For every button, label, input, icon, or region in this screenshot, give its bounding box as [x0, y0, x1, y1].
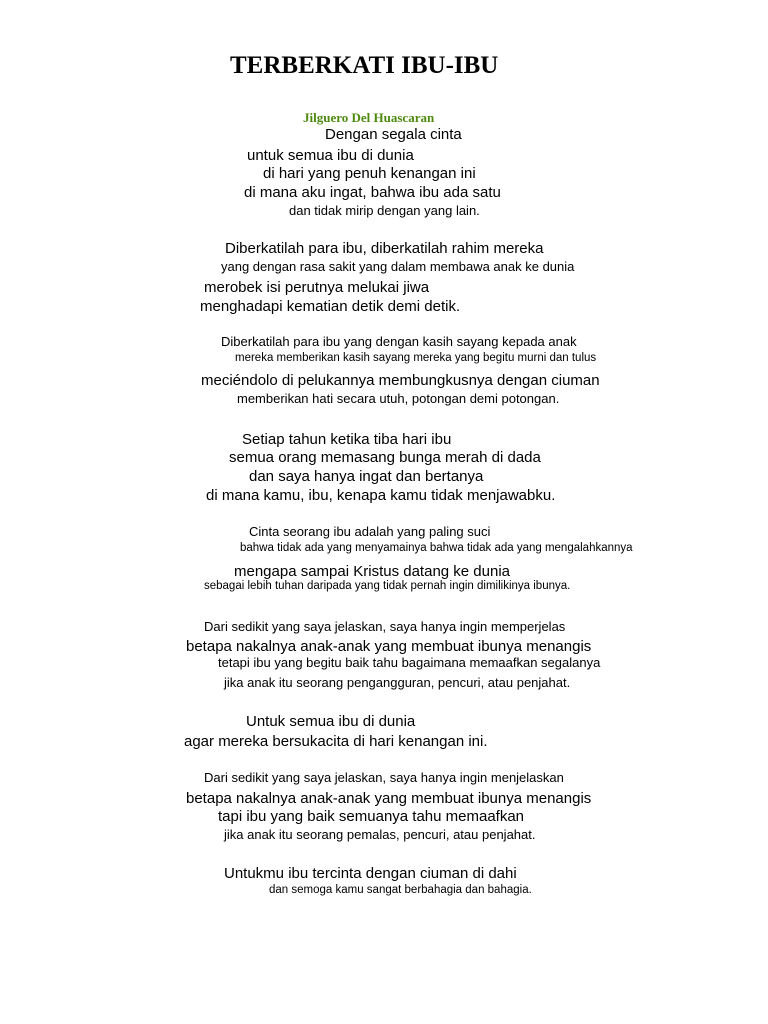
poem-line: dan tidak mirip dengan yang lain. [289, 203, 480, 218]
poem-line: Untukmu ibu tercinta dengan ciuman di dahi [224, 865, 517, 882]
poem-line: sebagai lebih tuhan daripada yang tidak pernah ingin dimilikinya ibunya. [204, 580, 571, 592]
poem-line: bahwa tidak ada yang menyamainya bahwa tidak ada yang mengalahkannya [240, 542, 633, 554]
poem-line: jika anak itu seorang pengangguran, pencuri, atau penjahat. [224, 675, 571, 690]
poem-line: dan semoga kamu sangat berbahagia dan bahagia. [269, 884, 532, 896]
poem-line: untuk semua ibu di dunia [247, 147, 414, 164]
poem-line: menghadapi kematian detik demi detik. [200, 298, 461, 315]
poem-line: yang dengan rasa sakit yang dalam membawa anak ke dunia [221, 259, 575, 274]
poem-line: di mana aku ingat, bahwa ibu ada satu [244, 184, 501, 201]
poem-line: betapa nakalnya anak-anak yang membuat ibunya menangis [186, 638, 592, 655]
poem-line: Dengan segala cinta [325, 126, 462, 143]
poem-line: meciéndolo di pelukannya membungkusnya dengan ciuman [201, 372, 600, 389]
poem-line: memberikan hati secara utuh, potongan demi potongan. [237, 391, 560, 406]
poem-line: Cinta seorang ibu adalah yang paling suci [249, 524, 491, 539]
poem-line: Dari sedikit yang saya jelaskan, saya hanya ingin menjelaskan [204, 770, 564, 785]
poem-line: Untuk semua ibu di dunia [246, 713, 416, 730]
poem-line: betapa nakalnya anak-anak yang membuat ibunya menangis [186, 790, 592, 807]
poem-line: Dari sedikit yang saya jelaskan, saya hanya ingin memperjelas [204, 619, 566, 634]
poem-line: Diberkatilah para ibu yang dengan kasih sayang kepada anak [221, 334, 577, 349]
poem-line: mereka memberikan kasih sayang mereka yang begitu murni dan tulus [235, 352, 597, 364]
poem-line: di hari yang penuh kenangan ini [263, 165, 476, 182]
poem-line: merobek isi perutnya melukai jiwa [204, 279, 430, 296]
poem-line: Setiap tahun ketika tiba hari ibu [242, 431, 452, 448]
poem-line: mengapa sampai Kristus datang ke dunia [234, 563, 511, 580]
poem-line: agar mereka bersukacita di hari kenangan ini. [184, 733, 488, 750]
poem-line: di mana kamu, ibu, kenapa kamu tidak menjawabku. [206, 487, 556, 504]
poem-line: tetapi ibu yang begitu baik tahu bagaimana memaafkan segalanya [218, 655, 601, 670]
poem-title: TERBERKATI IBU-IBU [230, 52, 499, 79]
poem-line: dan saya hanya ingat dan bertanya [249, 468, 484, 485]
poem-author: Jilguero Del Huascaran [303, 110, 435, 125]
poem-line: Diberkatilah para ibu, diberkatilah rahim mereka [225, 240, 544, 257]
poem-line: semua orang memasang bunga merah di dada [229, 449, 541, 466]
poem-line: tapi ibu yang baik semuanya tahu memaafkan [218, 808, 525, 825]
poem-line: jika anak itu seorang pemalas, pencuri, atau penjahat. [224, 827, 536, 842]
